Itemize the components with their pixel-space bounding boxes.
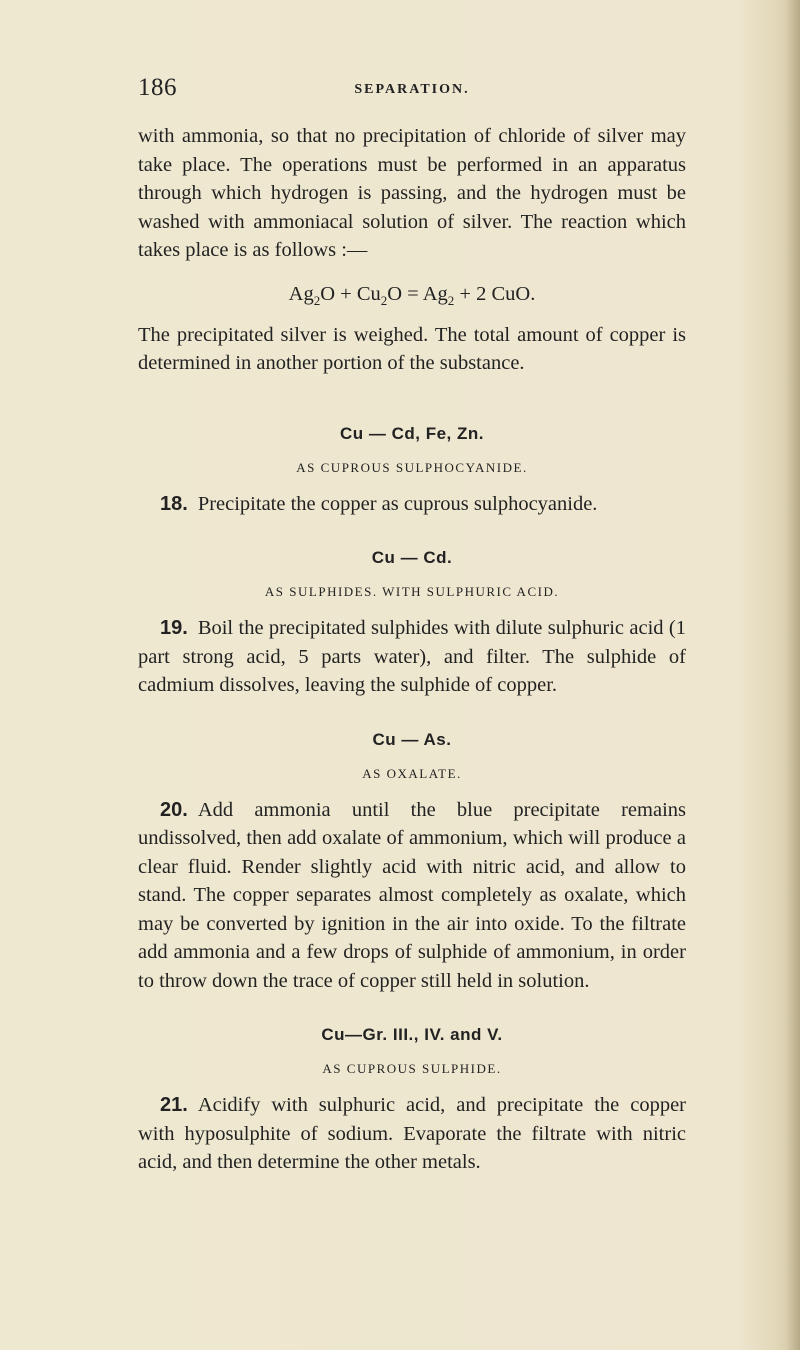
section-heading: Cu—Gr. III., IV. and V. <box>321 1025 503 1044</box>
equation-part: + 2 CuO. <box>454 282 536 305</box>
equation-part: O = Ag <box>387 282 448 305</box>
equation-subscript: 2 <box>380 292 388 308</box>
paragraph-text: Precipitate the copper as cuprous sulphocyanide. <box>197 492 598 515</box>
section-paragraph <box>138 1091 686 1177</box>
section-heading: Cu — Cd. <box>371 548 453 567</box>
paragraph-text: Boil the precipitated sulphides with dilute sulphuric acid (1 part strong acid, 5 parts water), and filter. The sulphide of cadmium dissolves, leaving the sulphide of copper. <box>138 617 686 696</box>
equation-subscript: 2 <box>447 292 455 308</box>
paragraph-number: 19. <box>160 617 188 639</box>
section-method: AS OXALATE. <box>362 765 462 781</box>
section-paragraph <box>138 614 686 700</box>
page-edge-shadow <box>786 0 800 1350</box>
section-paragraph <box>138 490 686 519</box>
section-method: AS CUPROUS SULPHOCYANIDE. <box>296 459 528 475</box>
equation-part: Ag <box>288 282 314 305</box>
running-head: SEPARATION. <box>354 82 470 97</box>
section-heading: Cu — As. <box>372 729 452 749</box>
page-header <box>138 74 686 110</box>
equation-part: O + Cu <box>320 282 381 305</box>
paragraph-text: Add ammonia until the blue precipitate remains undissolved, then add oxalate of ammonium, which will produce a clear fluid. Render slightly acid with nitric acid, and allow to stand. The copper separates almost completely as oxalate, which may be converted by ignition in the air into oxide. To the filtrate add ammonia and a few drops of sulphide of ammonium, in order to throw down the trace of copper still held in solution. <box>138 798 686 992</box>
intro-paragraph: with ammonia, so that no precipitation of chloride of silver may take place. The operations must be performed in an apparatus through which hydrogen is passing, and the hydrogen must be washed with ammoniacal solution of silver. The reaction which takes place is as follows :— <box>138 125 686 261</box>
reaction-equation <box>138 279 686 309</box>
paragraph-number: 21. <box>160 1094 188 1116</box>
section-method: AS SULPHIDES. WITH SULPHURIC ACID. <box>264 584 560 599</box>
section-paragraph <box>138 796 686 996</box>
after-equation-paragraph: The precipitated silver is weighed. The total amount of copper is determined in another portion of the substance. <box>138 323 686 374</box>
page-number: 186 <box>138 74 177 101</box>
equation-subscript: 2 <box>313 292 321 308</box>
paragraph-number: 18. <box>160 492 188 515</box>
section-heading: Cu — Cd, Fe, Zn. <box>340 423 484 443</box>
section-method: AS CUPROUS SULPHIDE. <box>322 1061 502 1076</box>
page-body <box>138 122 686 1177</box>
paragraph-text: Acidify with sulphuric acid, and precipitate the copper with hyposulphite of sodium. Evaporate the filtrate with nitric acid, and then determine the other metals. <box>138 1094 686 1173</box>
paragraph-number: 20. <box>160 798 188 821</box>
